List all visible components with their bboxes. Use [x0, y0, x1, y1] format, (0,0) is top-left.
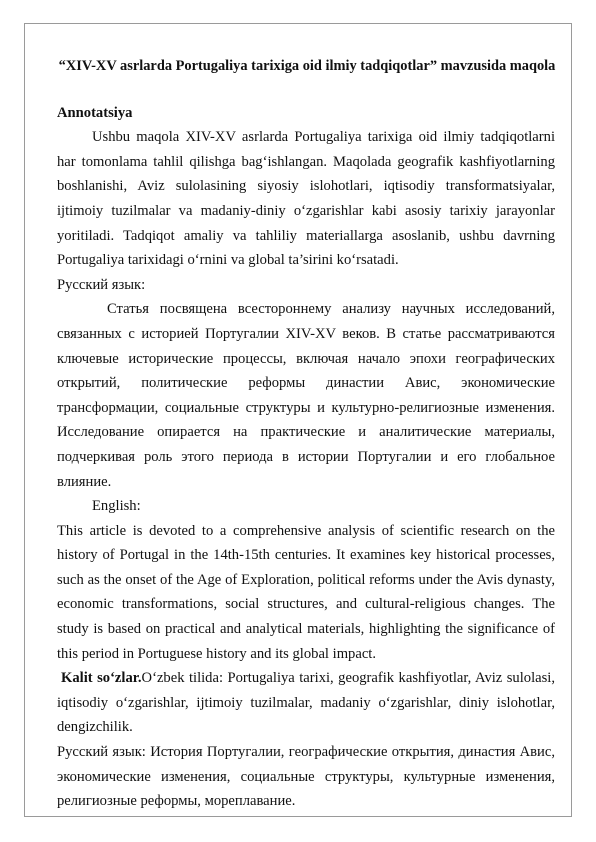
keywords-label: Kalit so‘zlar. — [61, 670, 142, 687]
russian-label: Русский язык: — [57, 276, 146, 293]
keywords-uzbek-text: O‘zbek tilida: Portugaliya tarixi, geografik kashfiyotlar, Aviz sulolasi, iqtisodiy o‘zgarishlar, ijtimoiy tuzilmalar, madaniy o‘zgarishlar, diniy islohotlar, dengizchilik. — [57, 670, 555, 736]
annotation-english: This article is devoted to a comprehensive analysis of scientific research on the history of Portugal in the 14th-15th centuries. It examines key historical processes, such as the onset of the Age of Exploration, political reforms under the Avis dynasty, economic transformations, social structures, and cultural-religious changes. The study is based on practical and analytical materials, highlighting the significance of this period in Portuguese history and its global impact. — [57, 522, 555, 662]
keywords-uzbek — [57, 666, 555, 740]
spacer — [57, 79, 555, 101]
article-title: “XIV-XV asrlarda Portugaliya tarixiga oid ilmiy tadqiqotlar” mavzusida maqola — [58, 58, 556, 74]
annotation-russian: Статья посвящена всестороннему анализу научных исследований, связанных с историей Португалии XIV-XV веков. В статье рассматриваются ключевые исторические процессы, включая начало эпохи географических открытий, политические реформы династии Авис, экономические трансформации, социальные структуры и культурно-религиозные изменения. Исследование опирается на практические и аналитические материалы, подчеркивая роль этого периода в истории Португалии и его глобальное влияние. — [57, 301, 555, 490]
keywords-russian: Русский язык: История Португалии, географические открытия, династия Авис, экономические изменения, социальные структуры, культурные изменения, религиозные реформы, мореплавание. — [57, 744, 555, 810]
annotation-uzbek: Ushbu maqola XIV-XV asrlarda Portugaliya tarixiga oid ilmiy tadqiqotlarni har tomonlama tahlil qilishga bag‘ishlangan. Maqolada geografik kashfiyotlarning boshlanishi, Aviz sulolasining siyosiy islohotlari, iqtisodiy transformatsiyalar, ijtimoiy tuzilmalar va madaniy-diniy o‘zgarishlar kabi asosiy tarixiy jarayonlar yoritiladi. Tadqiqot amaliy va tahliliy materiallarga asoslanib, ushbu davrning Portugaliya tarixidagi o‘rnini va global ta’sirini ko‘rsatadi. — [57, 129, 555, 269]
annotation-heading: Annotatsiya — [57, 104, 133, 121]
english-label: English: — [92, 498, 141, 515]
article-body — [57, 54, 555, 814]
